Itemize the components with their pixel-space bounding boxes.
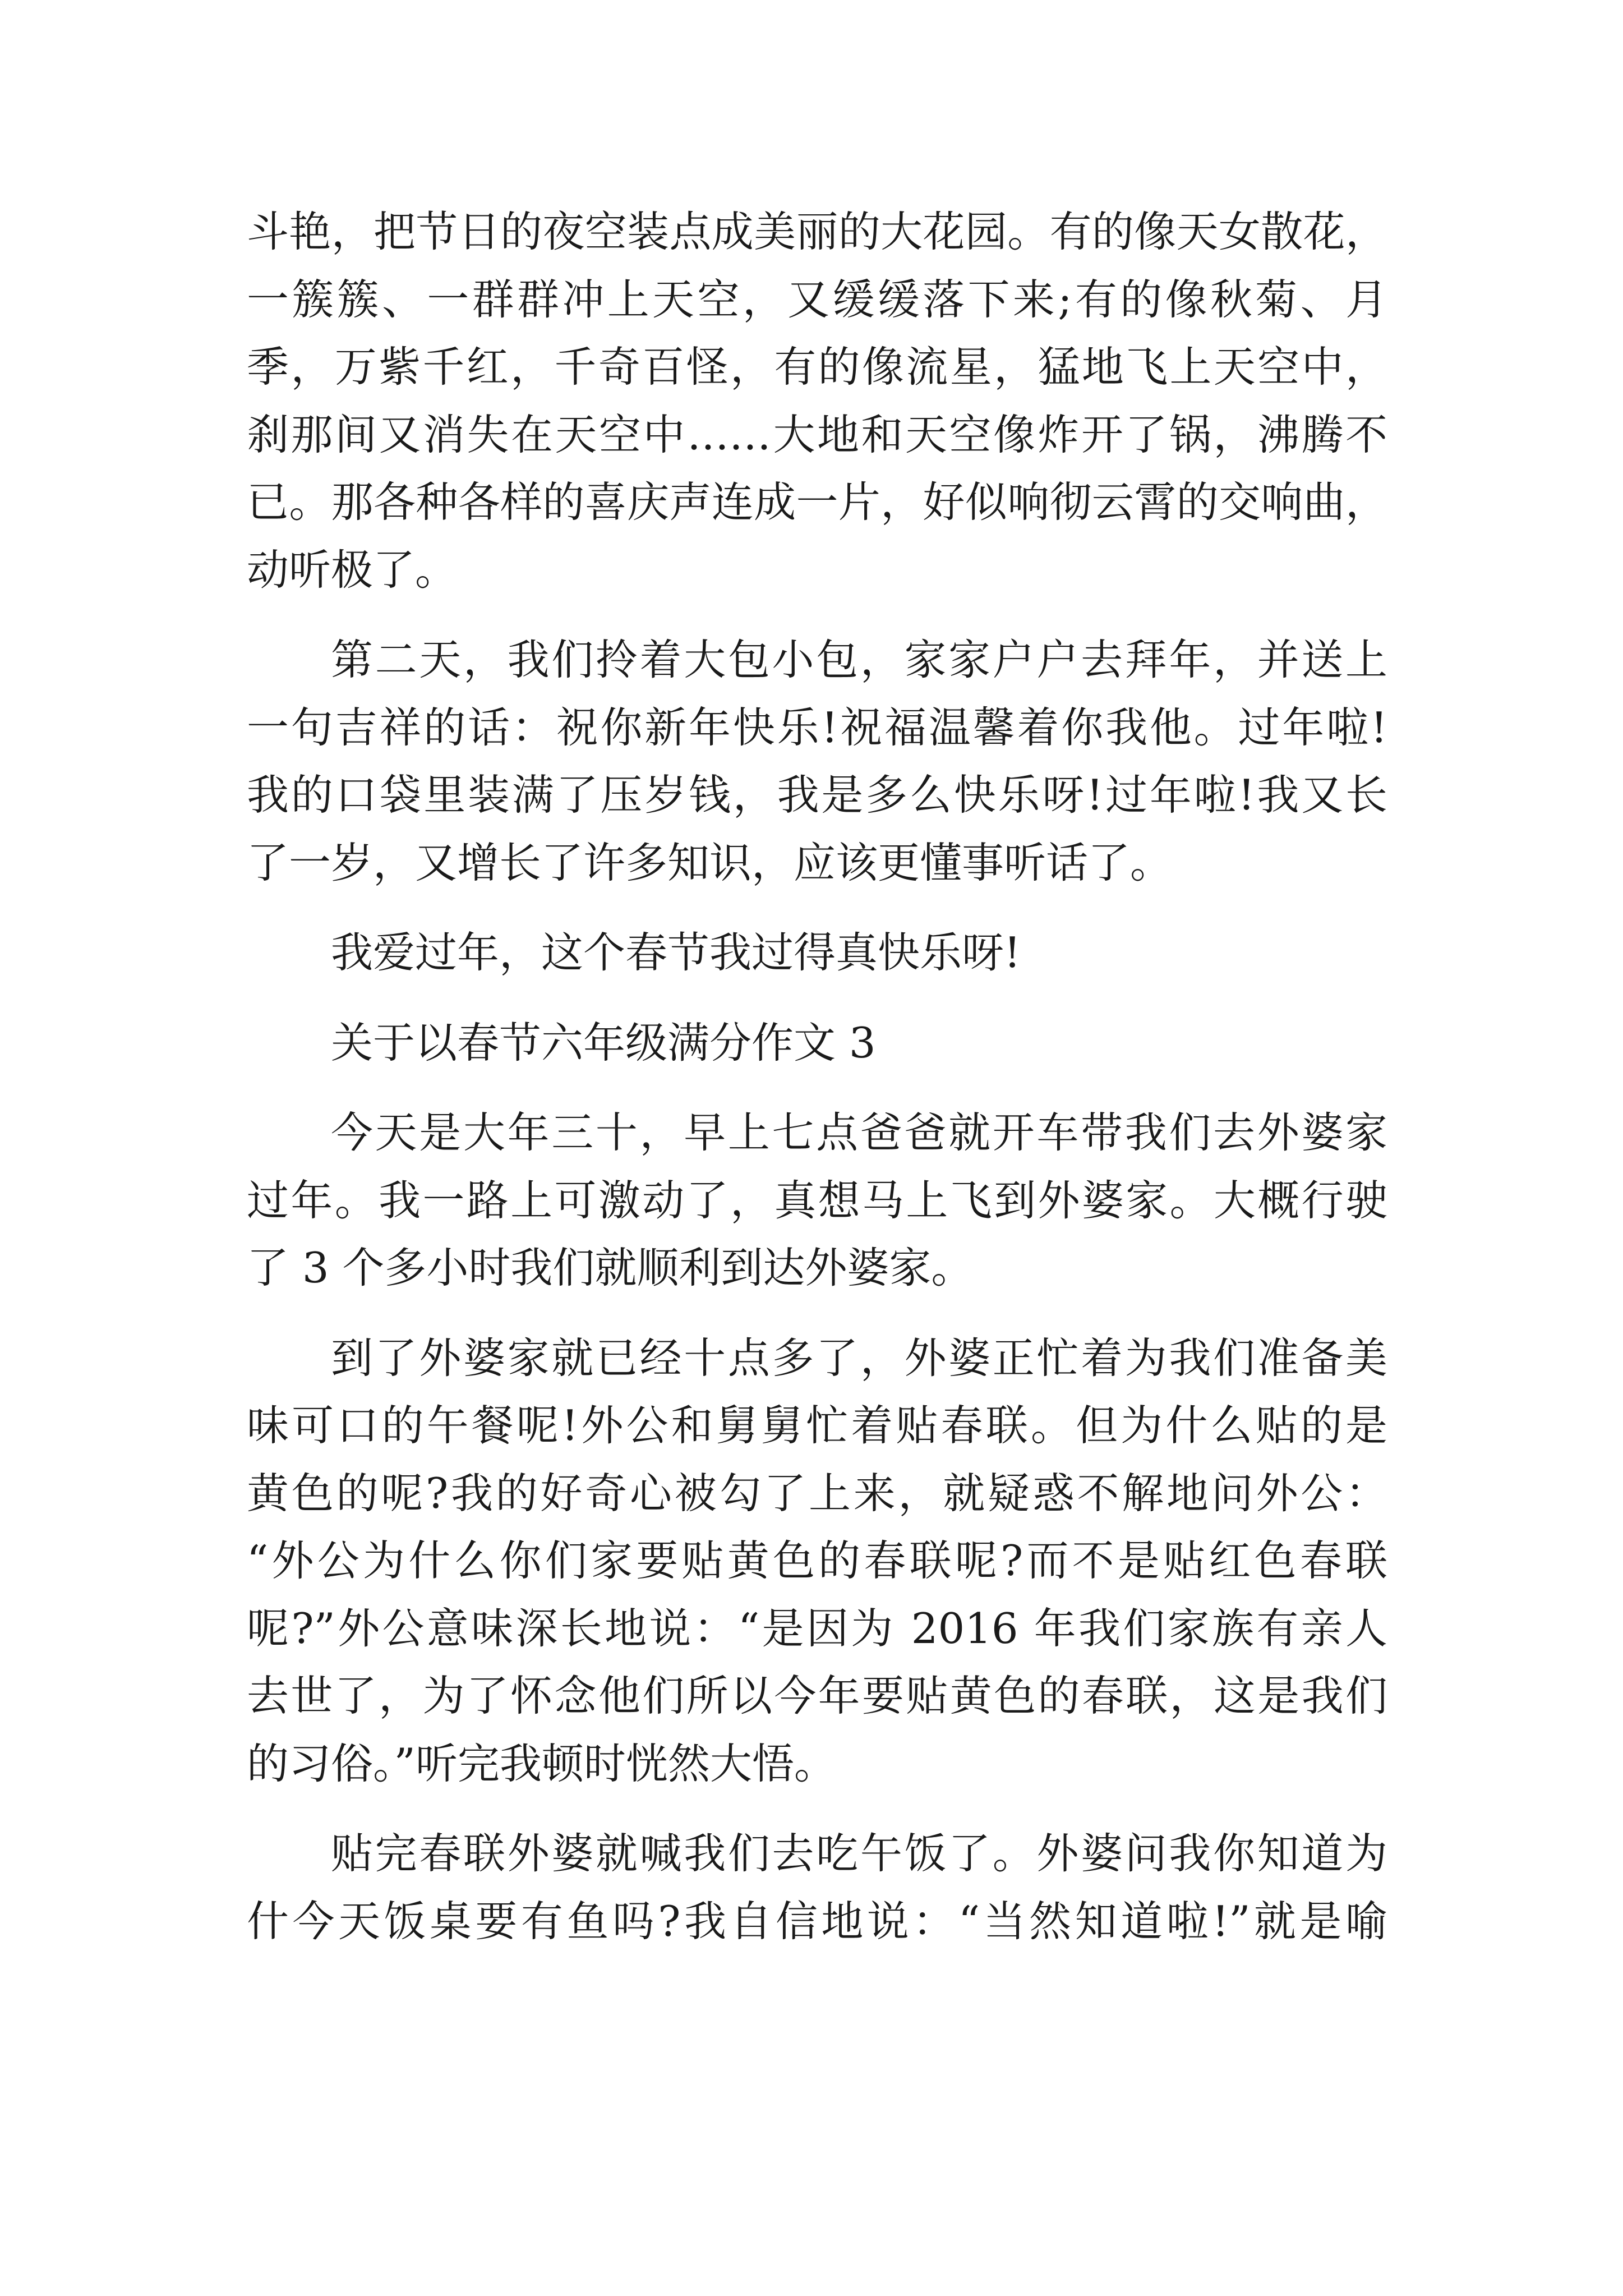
- paragraph-gap: [247, 1797, 1387, 1820]
- text-line: 我爱过年，这个春节我过得真快乐呀!: [331, 928, 1021, 977]
- text-line: 斗艳，把节日的夜空装点成美丽的大花园。有的像天女散花，: [247, 207, 1387, 256]
- text-line: 的习俗。”听完我顿时恍然大悟。: [247, 1738, 836, 1788]
- text-line: 黄色的呢?我的好奇心被勾了上来，就疑惑不解地问外公：: [247, 1468, 1387, 1518]
- text-line: 第二天，我们拎着大包小包，家家户户去拜年，并送上: [331, 635, 1387, 684]
- text-line: 一句吉祥的话：祝你新年快乐!祝福温馨着你我他。过年啦!: [247, 702, 1387, 752]
- essay-body: [247, 198, 1387, 1955]
- text-line: 过年。我一路上可激动了，真想马上飞到外婆家。大概行驶: [247, 1175, 1387, 1225]
- paragraph-gap: [247, 604, 1387, 626]
- text-line: 一簇簇、一群群冲上天空，又缓缓落下来;有的像秋菊、月: [247, 274, 1387, 324]
- section-heading: 关于以春节六年级满分作文 3: [331, 1018, 876, 1068]
- text-line: 了 3 个多小时我们就顺利到达外婆家。: [247, 1243, 974, 1292]
- paragraph-gap: [247, 896, 1387, 919]
- text-line: 了一岁，又增长了许多知识，应该更懂事听话了。: [247, 838, 1173, 887]
- text-line: 今天是大年三十，早上七点爸爸就开车带我们去外婆家: [331, 1108, 1387, 1157]
- text-line: 贴完春联外婆就喊我们去吃午饭了。外婆问我你知道为: [331, 1829, 1387, 1878]
- paragraph-gap: [247, 987, 1387, 1009]
- paragraph-gap: [247, 1076, 1387, 1099]
- text-line: 呢?”外公意味深长地说：“是因为 2016 年我们家族有亲人: [247, 1603, 1387, 1653]
- text-line: 到了外婆家就已经十点多了，外婆正忙着为我们准备美: [331, 1333, 1387, 1383]
- paragraph-gap: [247, 1302, 1387, 1324]
- text-line: 刹那间又消失在天空中……大地和天空像炸开了锅，沸腾不: [247, 409, 1387, 459]
- text-line: 什今天饭桌要有鱼吗?我自信地说：“当然知道啦!”就是喻: [247, 1896, 1387, 1946]
- text-line: 已。那各种各样的喜庆声连成一片，好似响彻云霄的交响曲，: [247, 477, 1387, 527]
- text-line: 动听极了。: [247, 545, 458, 595]
- text-line: “外公为什么你们家要贴黄色的春联呢?而不是贴红色春联: [247, 1536, 1387, 1585]
- text-line: 我的口袋里装满了压岁钱，我是多么快乐呀!过年啦!我又长: [247, 770, 1387, 820]
- text-line: 味可口的午餐呢!外公和舅舅忙着贴春联。但为什么贴的是: [247, 1401, 1387, 1450]
- text-line: 季，万紫千红，千奇百怪，有的像流星，猛地飞上天空中，: [247, 342, 1387, 392]
- text-line: 去世了，为了怀念他们所以今年要贴黄色的春联，这是我们: [247, 1671, 1387, 1720]
